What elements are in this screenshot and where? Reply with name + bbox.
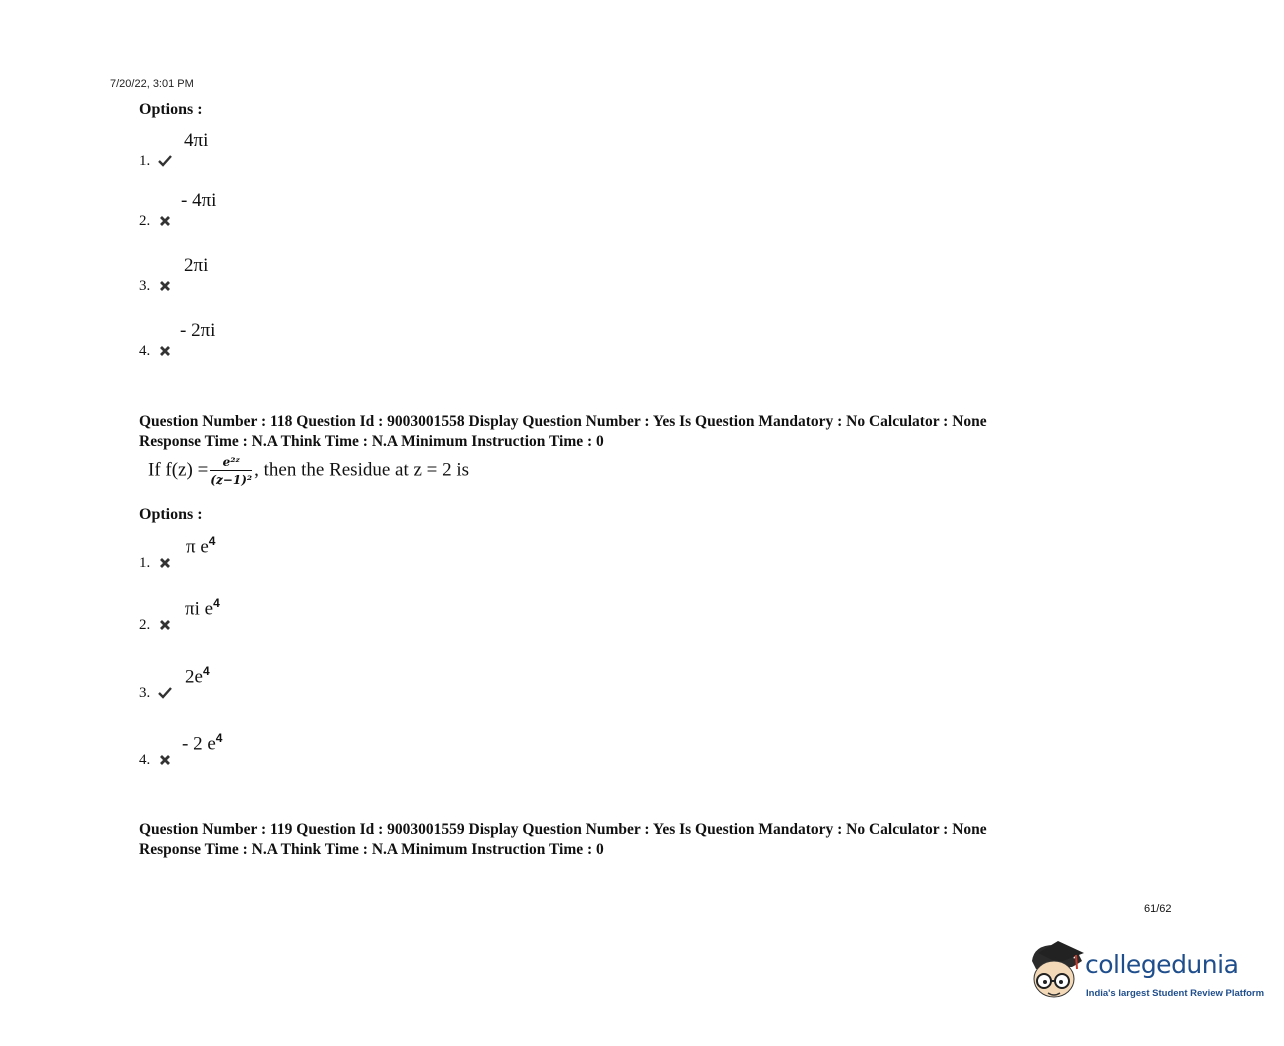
question-meta-line: Question Number : 119 Question Id : 9003001559 Display Question Number : Yes Is Question Mandatory : No Calculator : None xyxy=(139,821,987,838)
question-meta xyxy=(139,820,987,860)
option-row xyxy=(139,532,339,572)
option-exponent: 4 xyxy=(208,534,216,548)
option-value: πi e xyxy=(185,598,214,620)
option-number: 4. xyxy=(139,343,151,359)
fraction-numerator: e²ᶻ xyxy=(210,455,252,471)
correct-check-icon xyxy=(158,687,172,699)
option-exponent: 4 xyxy=(202,664,210,678)
option-exponent: 4 xyxy=(213,596,220,610)
wrong-cross-icon xyxy=(158,619,172,631)
option-value: 4πi xyxy=(184,130,209,151)
option-value: - 2 e xyxy=(182,733,216,755)
options-heading: Options : xyxy=(139,506,203,523)
question-meta-line: Question Number : 118 Question Id : 9003001558 Display Question Number : Yes Is Question Mandatory : No Calculator : None xyxy=(139,413,987,430)
option-value: π e xyxy=(186,536,209,558)
mascot-icon xyxy=(1024,939,1084,1007)
brand-tagline: India's largest Student Review Platform xyxy=(1086,988,1265,999)
option-row xyxy=(139,662,339,702)
option-row xyxy=(139,729,339,769)
question-meta-line: Response Time : N.A Think Time : N.A Minimum Instruction Time : 0 xyxy=(139,841,604,858)
option-number: 2. xyxy=(139,213,151,229)
question-text-prefix: If f(z) = xyxy=(148,459,209,481)
option-row xyxy=(139,130,339,170)
option-number: 2. xyxy=(139,617,151,633)
option-row xyxy=(139,255,339,295)
wrong-cross-icon xyxy=(158,754,172,766)
option-number: 1. xyxy=(139,555,151,571)
question-text-suffix: , then the Residue at z = 2 is xyxy=(254,459,470,481)
option-number: 3. xyxy=(139,685,151,701)
collegedunia-logo xyxy=(1024,937,1265,1007)
option-value: 2πi xyxy=(184,255,209,276)
page-number: 61/62 xyxy=(1144,903,1172,915)
wrong-cross-icon xyxy=(158,280,172,292)
question-meta xyxy=(139,412,987,452)
brand-name: collegedunia xyxy=(1085,950,1239,979)
question-text xyxy=(148,455,469,487)
wrong-cross-icon xyxy=(158,557,172,569)
option-row xyxy=(139,320,339,360)
fraction xyxy=(210,455,252,487)
option-value: - 4πi xyxy=(181,190,217,211)
option-number: 1. xyxy=(139,153,151,169)
option-row xyxy=(139,594,339,634)
question-meta-line: Response Time : N.A Think Time : N.A Minimum Instruction Time : 0 xyxy=(139,433,604,450)
option-number: 3. xyxy=(139,278,151,294)
option-value: 2e xyxy=(185,666,203,688)
wrong-cross-icon xyxy=(158,215,172,227)
option-row xyxy=(139,190,339,230)
wrong-cross-icon xyxy=(158,345,172,357)
option-exponent: 4 xyxy=(215,731,223,745)
option-value: - 2πi xyxy=(180,320,216,341)
print-timestamp: 7/20/22, 3:01 PM xyxy=(110,78,194,90)
options-heading: Options : xyxy=(139,101,203,118)
option-number: 4. xyxy=(139,752,151,768)
fraction-denominator: (z−1)² xyxy=(210,473,253,487)
correct-check-icon xyxy=(158,155,172,167)
